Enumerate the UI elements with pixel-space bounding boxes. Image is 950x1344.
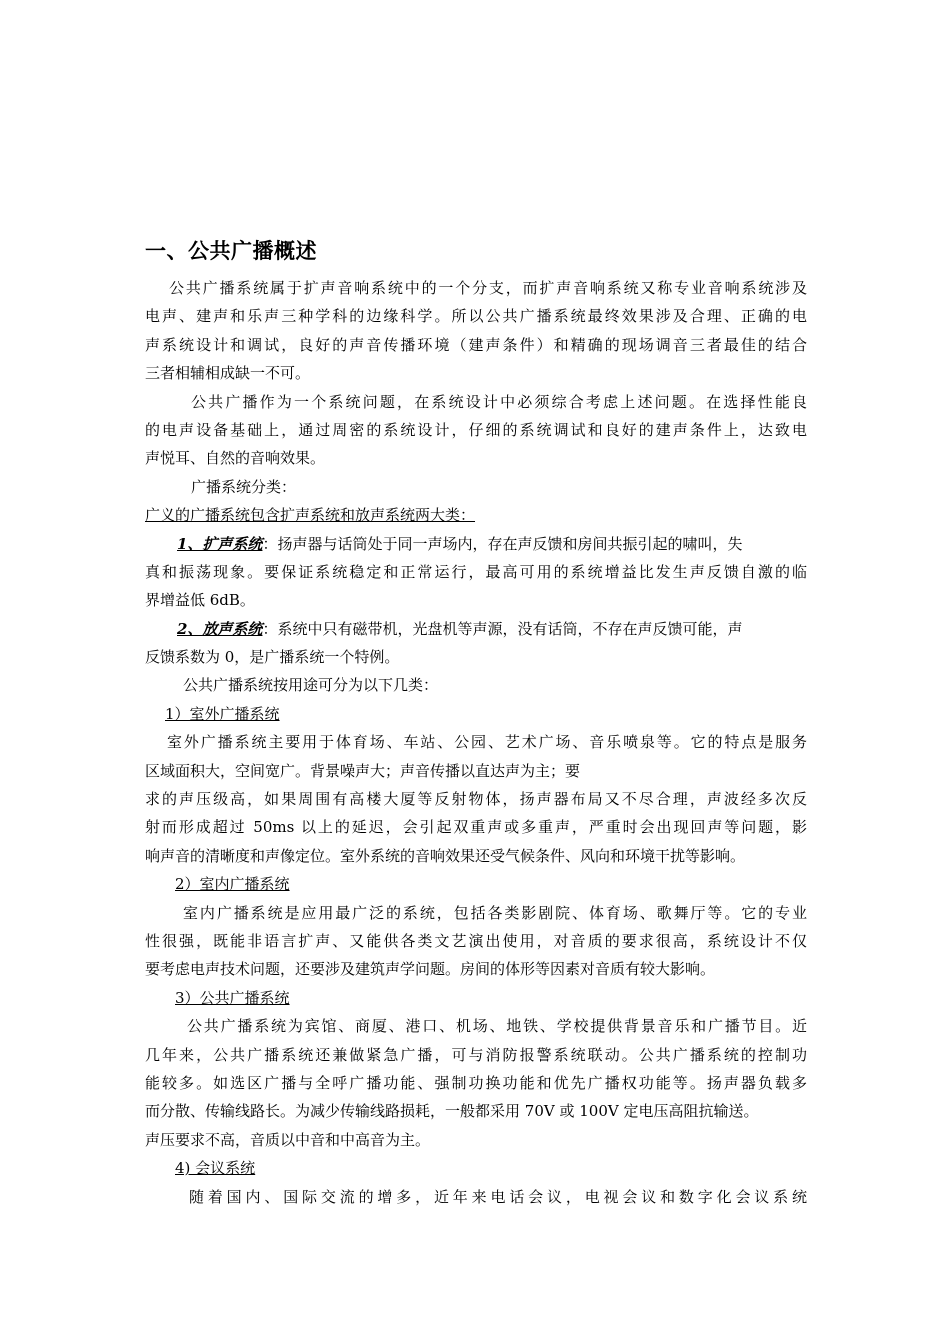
paragraph-line: 要考虑电声技术问题，还要涉及建筑声学问题。房间的体形等因素对音质有较大影响。 [145,960,716,979]
paragraph-line: 响声音的清晰度和声像定位。室外系统的音响效果还受气候条件、风向和环境干扰等影响。 [145,846,746,865]
paragraph-line: 广播系统分类： [191,477,297,496]
paragraph-line: 电声、建声和乐声三种学科的边缘科学。所以公共广播系统最终效果涉及合理、正确的电 [145,307,807,326]
subsection-title: 2）室内广播系统 [175,875,290,894]
paragraph-line: 而分散、传输线路长。为减少传输线路损耗，一般都采用 70V 或 100V 定电压高阻抗输送。 [145,1102,759,1121]
paragraph-line: 性很强，既能非语言扩声、又能供各类文艺演出使用，对音质的要求很高，系统设计不仅 [145,931,807,950]
paragraph-line: 室外广播系统主要用于体育场、车站、公园、艺术广场、音乐喷泉等。它的特点是服务 [167,733,807,752]
paragraph-line: 公共广播系统按用途可分为以下几类： [183,676,439,695]
paragraph-line: 声系统设计和调试，良好的声音传播环境（建声条件）和精确的现场调音三者最佳的结合 [145,335,807,354]
term-kuosheng: 1、扩声系统 [177,534,263,553]
paragraph-line: 反馈系数为 0，是广播系统一个特例。 [145,648,400,667]
paragraph-line: 射而形成超过 50ms 以上的延迟，会引起双重声或多重声，严重时会出现回声等问题，影 [145,818,807,837]
paragraph-line: 真和振荡现象。要保证系统稳定和正常运行，最高可用的系统增益比发生声反馈自激的临 [145,562,807,581]
paragraph-line: 公共广播作为一个系统问题，在系统设计中必须综合考虑上述问题。在选择性能良 [191,392,807,411]
document-page [145,236,807,1211]
term-fangsheng: 2、放声系统 [177,619,263,638]
subsection-title: 1）室外广播系统 [165,704,280,723]
paragraph-line [145,530,807,558]
line-text: 扬声器与话筒处于同一声场内，存在声反馈和房间共振引起的啸叫，失 [277,534,743,553]
line-text: 系统中只有磁带机，光盘机等声源，没有话筒，不存在声反馈可能，声 [277,619,743,638]
paragraph-line: 几年来，公共广播系统还兼做紧急广播，可与消防报警系统联动。公共广播系统的控制功 [145,1045,807,1064]
term-colon: ： [262,619,278,638]
subsection-title: 3）公共广播系统 [175,988,290,1007]
paragraph-line: 声悦耳、自然的音响效果。 [145,449,326,468]
paragraph-line: 声压要求不高，音质以中音和中高音为主。 [145,1130,431,1149]
paragraph-line: 广义的广播系统包含扩声系统和放声系统两大类： [145,506,476,525]
section-heading: 一、公共广播概述 [145,239,317,263]
paragraph-line: 三者相辅相成缺一不可。 [145,364,311,383]
paragraph-line: 公共广播系统为宾馆、商厦、港口、机场、地铁、学校提供背景音乐和广播节目。近 [187,1017,807,1036]
paragraph-line: 公共广播系统属于扩声音响系统中的一个分支，而扩声音响系统又称专业音响系统涉及 [169,279,807,297]
paragraph-line: 的电声设备基础上，通过周密的系统设计，仔细的系统调试和良好的建声条件上，达致电 [145,420,807,439]
subsection-title: 4) 会议系统 [175,1159,256,1178]
paragraph-line: 界增益低 6dB。 [145,591,255,610]
paragraph-line: 能较多。如选区广播与全呼广播功能、强制功换功能和优先广播权功能等。扬声器负载多 [145,1073,807,1092]
paragraph-line: 区域面积大，空间宽广。背景噪声大；声音传播以直达声为主；要 [145,761,581,780]
paragraph-line [145,615,807,643]
paragraph-line: 室内广播系统是应用最广泛的系统，包括各类影剧院、体育场、歌舞厅等。它的专业 [183,903,807,922]
term-colon: ： [262,534,278,553]
paragraph-line: 随着国内、国际交流的增多，近年来电话会议，电视会议和数字化会议系统 [189,1187,807,1206]
paragraph-line: 求的声压级高，如果周围有高楼大厦等反射物体，扬声器布局又不尽合理，声波经多次反 [145,790,807,809]
